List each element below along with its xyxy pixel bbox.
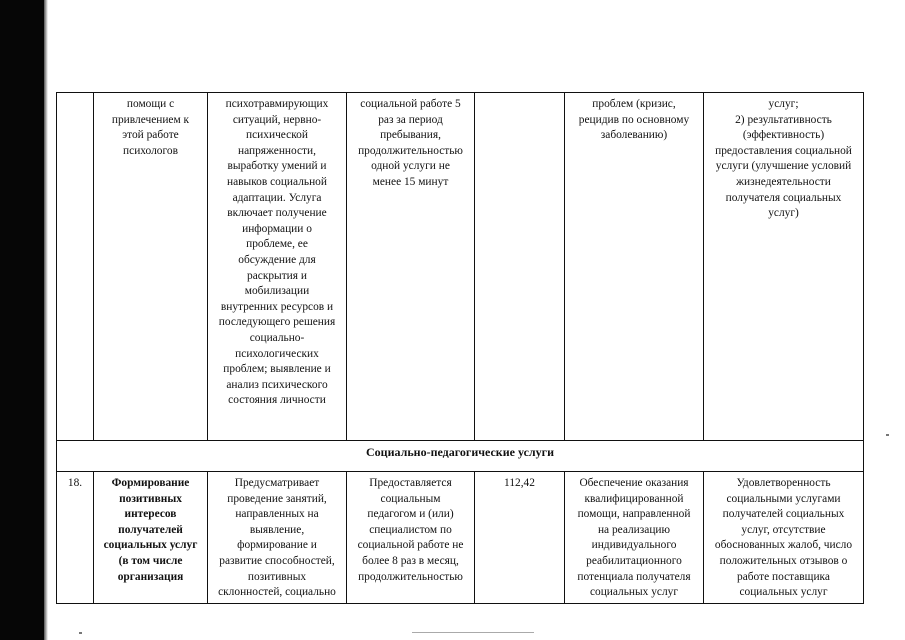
service-volume-cell: социальной работе 5 раз за период пребывания, продолжительностью одной услуги не менее 15 минут	[347, 93, 475, 441]
section-title: Социально-педагогические услуги	[57, 441, 864, 472]
scan-edge-fade	[44, 0, 48, 640]
service-name-cell: Формирование позитивных интересов получателей социальных услуг (в том числе организация	[94, 472, 208, 604]
scan-speck	[79, 632, 82, 634]
service-indicators-cell: услуг; 2) результативность (эффективность) предоставления социальной услуги (улучшение условий жизнедеятельности получателя социальных услуг)	[704, 93, 864, 441]
row-number: 18.	[57, 472, 94, 604]
service-conditions-cell: проблем (кризис, рецидив по основному заболеванию)	[565, 93, 704, 441]
table-row-18	[57, 472, 864, 604]
table-row-continued	[57, 93, 864, 441]
services-table	[56, 92, 864, 604]
service-description-cell: Предусматривает проведение занятий, направленных на выявление, формирование и развитие способностей, позитивных склонностей, социально	[208, 472, 347, 604]
service-name-cell: помощи с привлечением к этой работе психологов	[94, 93, 208, 441]
scan-speck	[886, 434, 889, 436]
scan-dark-edge	[0, 0, 44, 640]
service-description-cell: психотравмирующих ситуаций, нервно- психической напряженности, выработку умений и навыков социальной адаптации. Услуга включает получение информации о проблеме, ее обсуждение для раскрытия и мобилизации внутренних ресурсов и последующего решения социально- психологических проблем; выявление и анализ психического состояния личности	[208, 93, 347, 441]
section-header-row	[57, 441, 864, 472]
service-indicators-cell: Удовлетворенность социальными услугами получателей социальных услуг, отсутствие обоснованных жалоб, число положительных отзывов о работе поставщика социальных услуг	[704, 472, 864, 604]
page-footer-line	[412, 632, 534, 633]
row-number-cell	[57, 93, 94, 441]
service-tariff-cell: 112,42	[475, 472, 565, 604]
service-tariff-cell	[475, 93, 565, 441]
service-volume-cell: Предоставляется социальным педагогом и (или) специалистом по социальной работе не более 8 раз в месяц, продолжительностью	[347, 472, 475, 604]
service-conditions-cell: Обеспечение оказания квалифицированной помощи, направленной на реализацию индивидуального реабилитационного потенциала получателя социальных услуг	[565, 472, 704, 604]
